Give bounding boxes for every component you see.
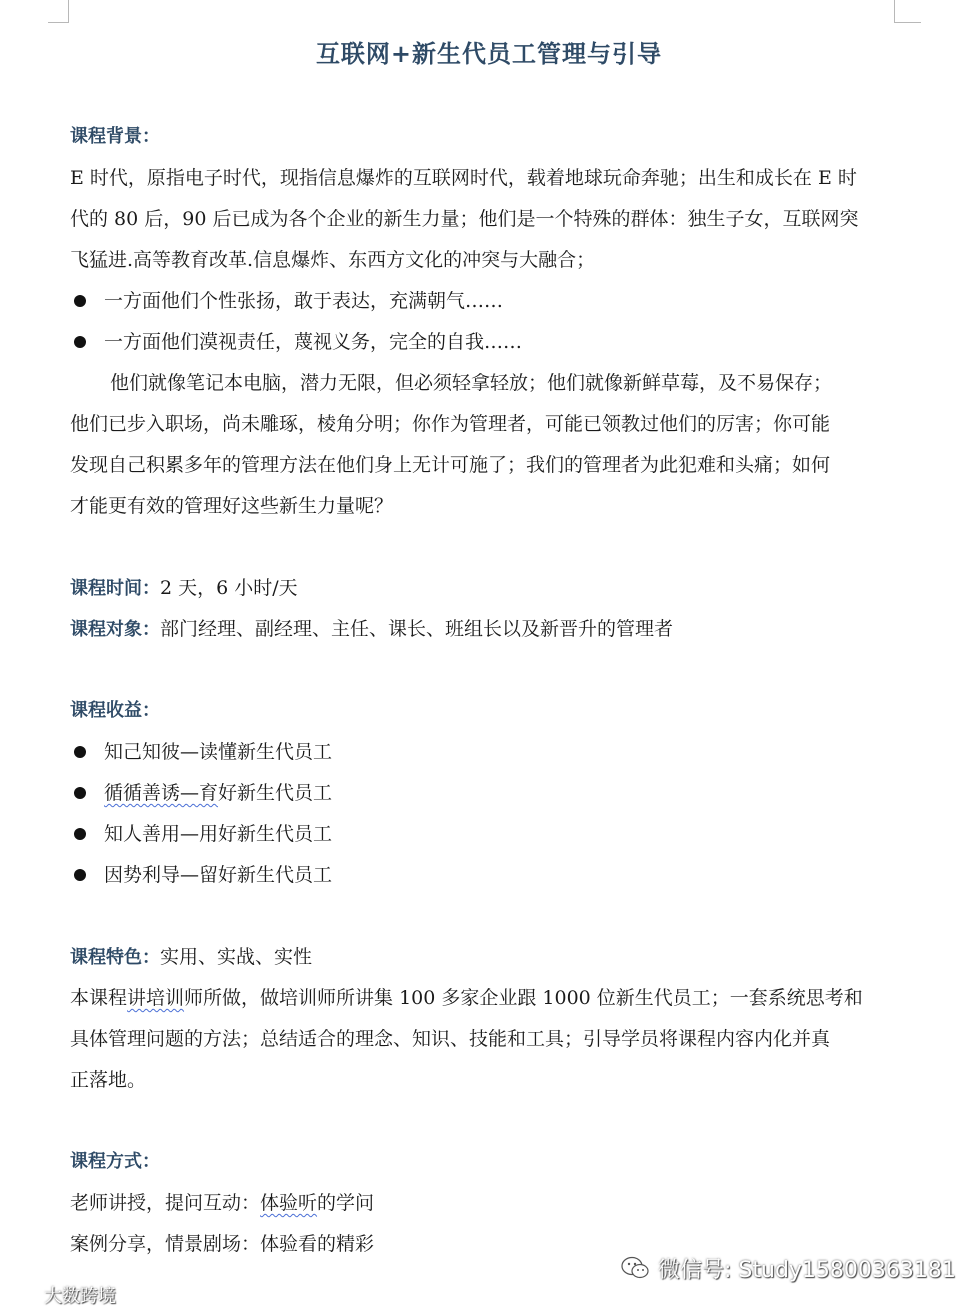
features-para-line [70,986,863,1010]
background-para2-line: 发现自己积累多年的管理方法在他们身上无计可施了；我们的管理者为此犯难和头痛；如何 [70,454,831,476]
brand-logo-icon [4,1284,44,1306]
features-value: 实用、实战、实性 [160,946,313,968]
course-features [70,945,312,970]
background-para-line: E 时代，原指电子时代，现指信息爆炸的互联网时代，载着地球玩命奔驰；出生和成长在 E 时 [70,167,857,189]
audience-value: 部门经理、副经理、主任、课长、班组长以及新晋升的管理者 [160,618,674,640]
benefits-heading: 课程收益： [70,700,160,721]
document-title: 互联网+新生代员工管理与引导 [315,39,663,68]
features-para-line: 具体管理问题的方法；总结适合的理念、知识、技能和工具；引导学员将课程内容内化并真 [70,1028,831,1050]
background-bullet [70,289,503,313]
course-time [70,576,298,601]
features-text: 本课程 [70,987,128,1009]
benefit-item [70,822,332,846]
brand-watermark [4,1282,116,1308]
bullet-dot [74,869,86,881]
bullet-dot [74,746,86,758]
brand-text: 大数跨境 [44,1286,116,1307]
method-heading: 课程方式： [70,1151,160,1172]
audience-heading: 课程对象： [70,619,160,640]
bullet-text: 一方面他们个性张扬，敢于表达，充满朝气…… [104,290,504,312]
features-para-line: 正落地。 [70,1069,147,1091]
crop-mark-top-right [894,0,921,23]
time-heading: 课程时间： [70,578,160,599]
spellcheck-underlined-text: 讲培训 [127,987,185,1009]
benefit-text: 因势利导—留好新生代员工 [104,864,333,886]
spellcheck-underlined-text: 循循善诱—育 [104,782,219,804]
benefit-item [70,781,332,805]
background-bullet [70,330,522,354]
bullet-dot [74,828,86,840]
method-text: 的学问 [317,1192,375,1214]
benefit-text: 好新生代员工 [218,782,333,804]
bullet-dot [74,336,86,348]
spellcheck-underlined-text: 体验听 [260,1192,318,1214]
benefit-item [70,740,332,764]
course-audience [70,617,673,642]
bullet-dot [74,787,86,799]
background-para-line: 飞猛进.高等教育改革.信息爆炸、东西方文化的冲突与大融合； [70,249,596,271]
method-line: 案例分享，情景剧场：体验看的精彩 [70,1233,375,1255]
benefit-text: 知己知彼—读懂新生代员工 [104,741,333,763]
background-para2-line: 他们已步入职场，尚未雕琢，棱角分明；你作为管理者，可能已领教过他们的厉害；你可能 [70,413,831,435]
background-para2-line: 他们就像笔记本电脑，潜力无限，但必须轻拿轻放；他们就像新鲜草莓，及不易保存； [110,372,833,394]
benefit-text: 知人善用—用好新生代员工 [104,823,333,845]
method-line [70,1191,374,1215]
bullet-dot [74,295,86,307]
background-para2-line: 才能更有效的管理好这些新生力量呢？ [70,495,394,517]
background-para-line: 代的 80 后，90 后已成为各个企业的新生力量；他们是一个特殊的群体：独生子女，互联网突 [70,208,859,230]
method-text: 老师讲授，提问互动： [70,1192,261,1214]
benefit-item [70,863,332,887]
wechat-watermark [620,1252,956,1284]
bullet-text: 一方面他们漠视责任，蔑视义务，完全的自我…… [104,331,523,353]
wechat-id-text: 微信号: Study15800363181 [658,1257,956,1283]
features-heading: 课程特色： [70,947,160,968]
background-heading: 课程背景： [70,126,160,147]
crop-mark-top-left [48,0,69,23]
time-value: 2 天，6 小时/天 [160,577,298,599]
features-text: 师所做，做培训师所讲集 100 多家企业跟 1000 位新生代员工；一套系统思考和 [184,987,863,1009]
wechat-icon [620,1255,650,1281]
